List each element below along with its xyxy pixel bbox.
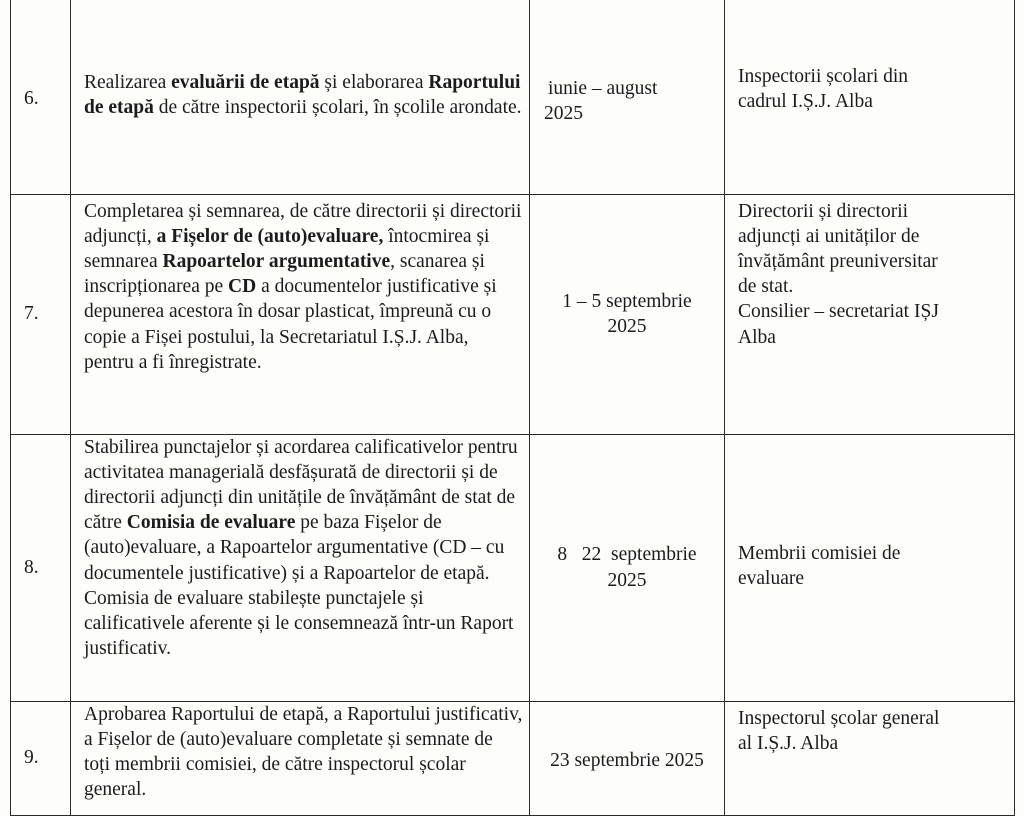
row-number: 6. bbox=[11, 0, 71, 194]
activity-cell bbox=[71, 701, 530, 815]
text-run: Realizarea bbox=[84, 72, 172, 93]
text-run: de către inspectorii școlari, în școlile arondate. bbox=[153, 97, 522, 119]
period-line: 23 septembrie 2025 bbox=[550, 750, 704, 772]
responsible-line: Directorii și directorii bbox=[738, 200, 909, 222]
emphasized-text: evaluării de etapă bbox=[171, 72, 320, 93]
emphasized-text: Rapoartelor argumentative bbox=[162, 250, 391, 272]
text-run: și elaborarea bbox=[319, 72, 429, 93]
emphasized-text: a Fișelor de (auto)evaluare, bbox=[156, 225, 384, 247]
text-run: a documentelor justificative și depunerea acestora în dosar plasticat, împreună cu o copie a Fișei postului, la Secretariatul I.Ș.J. Alba, pentru a fi înregistrate. bbox=[84, 276, 497, 373]
responsible-cell bbox=[725, 194, 1015, 434]
text-run: Completarea și semnarea, de către directorii și directorii adjuncți, bbox=[84, 200, 522, 247]
activity-text bbox=[84, 201, 521, 373]
activity-text bbox=[84, 704, 522, 801]
activity-schedule-table bbox=[10, 0, 1015, 816]
responsible-line: de stat. bbox=[738, 276, 794, 298]
row-number: 8. bbox=[11, 434, 71, 701]
activity-text bbox=[84, 437, 518, 660]
period-line: 2025 bbox=[607, 316, 647, 337]
table-row bbox=[11, 0, 1015, 194]
emphasized-text: Raportului de etapă bbox=[84, 72, 521, 119]
emphasized-text: Comisia de evaluare bbox=[126, 512, 296, 534]
period-cell bbox=[530, 0, 725, 194]
text-run: pe baza Fișelor de (auto)evaluare, a Rapoartelor argumentative (CD – cu documentele justificative) și a Rapoartelor de etapă. Comisia de evaluare stabilește punctajele și calificativele aferente și le consemnează într-un Raport justificativ. bbox=[84, 512, 514, 660]
responsible-line: Consilier – secretariat IȘJ bbox=[738, 301, 939, 323]
responsible-cell bbox=[725, 0, 1015, 194]
responsible-line: adjuncți ai unităților de bbox=[738, 225, 920, 247]
period-line: 1 – 5 septembrie bbox=[562, 290, 692, 312]
responsible-line: Inspectorii școlari din bbox=[738, 66, 909, 87]
table-row bbox=[11, 194, 1015, 434]
responsible-line: Inspectorul școlar general bbox=[738, 707, 940, 729]
activity-cell bbox=[71, 434, 530, 701]
table-row bbox=[11, 701, 1015, 815]
period-line: iunie – august bbox=[548, 78, 658, 99]
period-line: 2025 bbox=[544, 103, 583, 125]
text-run: Stabilirea punctajelor și acordarea calificativelor pentru activitatea managerială desfășurată de directorii și de directorii adjuncți din unitățile de învățământ de stat de către bbox=[84, 436, 518, 534]
responsible-line: Alba bbox=[738, 326, 776, 348]
responsible-line: al I.Ș.J. Alba bbox=[738, 732, 839, 754]
activity-cell bbox=[71, 0, 530, 194]
responsible-line: Membrii comisiei de bbox=[738, 542, 901, 564]
table-row bbox=[11, 434, 1015, 701]
period-cell bbox=[530, 194, 725, 434]
text-run: întocmirea și semnarea bbox=[84, 225, 490, 272]
text-run: Aprobarea Raportului de etapă, a Raportului justificativ, a Fișelor de (auto)evaluare completate și semnate de toți membrii comisiei, de către inspectorul școlar general. bbox=[84, 703, 523, 801]
period-line: 2025 bbox=[607, 569, 647, 591]
period-line: 8 22 septembrie bbox=[557, 544, 697, 566]
period-cell bbox=[530, 434, 725, 701]
responsible-cell bbox=[725, 701, 1015, 815]
responsible-cell bbox=[725, 434, 1015, 701]
row-number: 9. bbox=[11, 701, 71, 815]
responsible-line: învățământ preuniversitar bbox=[738, 250, 938, 272]
text-run: , scanarea și inscripționarea pe bbox=[84, 250, 485, 298]
responsible-line: evaluare bbox=[738, 567, 805, 589]
emphasized-text: CD bbox=[228, 276, 257, 298]
period-cell bbox=[530, 701, 725, 815]
activity-cell bbox=[71, 194, 530, 434]
responsible-line: cadrul I.Ș.J. Alba bbox=[738, 91, 873, 113]
row-number: 7. bbox=[11, 194, 71, 434]
activity-text bbox=[84, 72, 522, 118]
